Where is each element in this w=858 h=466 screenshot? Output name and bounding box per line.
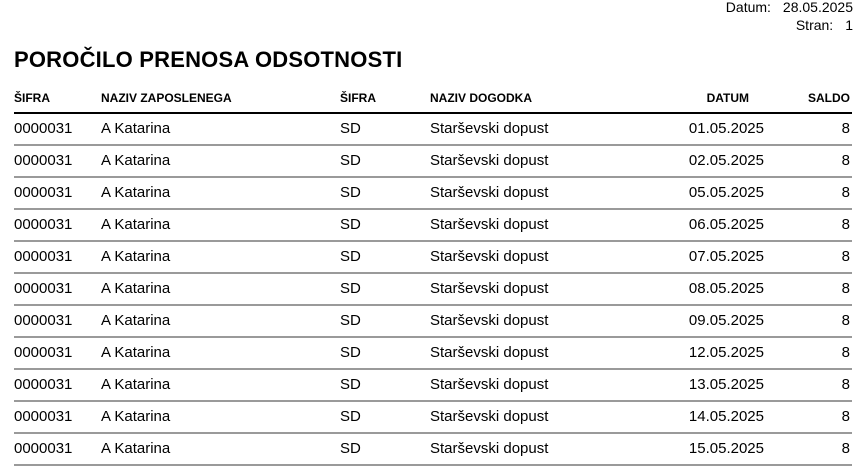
date-cell: 08.05.2025 (688, 280, 764, 297)
employee-code-cell: 0000031 (14, 408, 73, 425)
event-code-cell: SD (340, 312, 361, 329)
employee-name-cell: A Katarina (101, 376, 171, 393)
event-name-cell: Starševski dopust (430, 376, 549, 393)
header-event-code: ŠIFRA (340, 91, 376, 105)
date-cell: 05.05.2025 (688, 184, 764, 201)
event-name-cell: Starševski dopust (430, 184, 549, 201)
employee-name-cell: A Katarina (101, 152, 171, 169)
event-code-cell: SD (340, 216, 361, 233)
employee-name-cell: A Katarina (101, 120, 171, 137)
table-row (14, 434, 852, 466)
header-saldo: SALDO (808, 91, 850, 105)
saldo-cell: 8 (841, 312, 850, 329)
page-meta-row (726, 16, 853, 34)
employee-code-cell: 0000031 (14, 376, 73, 393)
employee-code-cell: 0000031 (14, 280, 73, 297)
table-row (14, 114, 852, 146)
page-label: Stran: (795, 17, 834, 33)
table-row (14, 146, 852, 178)
employee-name-cell: A Katarina (101, 248, 171, 265)
event-code-cell: SD (340, 408, 361, 425)
table-row (14, 210, 852, 242)
event-name-cell: Starševski dopust (430, 344, 549, 361)
event-name-cell: Starševski dopust (430, 280, 549, 297)
date-cell: 07.05.2025 (688, 248, 764, 265)
saldo-cell: 8 (841, 376, 850, 393)
employee-name-cell: A Katarina (101, 184, 171, 201)
employee-name-cell: A Katarina (101, 344, 171, 361)
event-name-cell: Starševski dopust (430, 152, 549, 169)
employee-code-cell: 0000031 (14, 440, 73, 457)
event-name-cell: Starševski dopust (430, 408, 549, 425)
date-cell: 01.05.2025 (688, 120, 764, 137)
report-table (14, 86, 852, 466)
header-code: ŠIFRA (14, 91, 50, 105)
event-code-cell: SD (340, 184, 361, 201)
table-header (14, 86, 852, 114)
date-cell: 13.05.2025 (688, 376, 764, 393)
date-cell: 14.05.2025 (688, 408, 764, 425)
saldo-cell: 8 (841, 248, 850, 265)
event-name-cell: Starševski dopust (430, 120, 549, 137)
saldo-cell: 8 (841, 440, 850, 457)
saldo-cell: 8 (841, 344, 850, 361)
date-cell: 12.05.2025 (688, 344, 764, 361)
saldo-cell: 8 (841, 408, 850, 425)
date-meta-row (726, 0, 853, 16)
date-cell: 09.05.2025 (688, 312, 764, 329)
report-date: 28.05.2025 (782, 0, 853, 15)
employee-code-cell: 0000031 (14, 152, 73, 169)
header-date: DATUM (706, 91, 749, 105)
report-title: POROČILO PRENOSA ODSOTNOSTI (14, 47, 403, 72)
header-event: NAZIV DOGODKA (430, 91, 532, 105)
date-label: Datum: (725, 0, 771, 15)
saldo-cell: 8 (841, 152, 850, 169)
employee-code-cell: 0000031 (14, 184, 73, 201)
saldo-cell: 8 (841, 216, 850, 233)
employee-code-cell: 0000031 (14, 248, 73, 265)
date-cell: 15.05.2025 (688, 440, 764, 457)
report-meta (726, 0, 853, 34)
employee-name-cell: A Katarina (101, 440, 171, 457)
employee-name-cell: A Katarina (101, 216, 171, 233)
employee-name-cell: A Katarina (101, 280, 171, 297)
event-name-cell: Starševski dopust (430, 248, 549, 265)
saldo-cell: 8 (841, 280, 850, 297)
table-row (14, 402, 852, 434)
header-employee: NAZIV ZAPOSLENEGA (101, 91, 232, 105)
employee-name-cell: A Katarina (101, 408, 171, 425)
table-row (14, 306, 852, 338)
table-row (14, 178, 852, 210)
date-cell: 06.05.2025 (688, 216, 764, 233)
event-code-cell: SD (340, 152, 361, 169)
event-name-cell: Starševski dopust (430, 216, 549, 233)
event-code-cell: SD (340, 344, 361, 361)
employee-name-cell: A Katarina (101, 312, 171, 329)
employee-code-cell: 0000031 (14, 344, 73, 361)
date-cell: 02.05.2025 (688, 152, 764, 169)
table-row (14, 370, 852, 402)
event-code-cell: SD (340, 120, 361, 137)
event-code-cell: SD (340, 280, 361, 297)
event-name-cell: Starševski dopust (430, 440, 549, 457)
event-code-cell: SD (340, 376, 361, 393)
event-code-cell: SD (340, 248, 361, 265)
event-name-cell: Starševski dopust (430, 312, 549, 329)
saldo-cell: 8 (841, 120, 850, 137)
event-code-cell: SD (340, 440, 361, 457)
table-row (14, 274, 852, 306)
employee-code-cell: 0000031 (14, 216, 73, 233)
table-body (14, 114, 852, 466)
page-number: 1 (845, 17, 853, 33)
employee-code-cell: 0000031 (14, 120, 73, 137)
employee-code-cell: 0000031 (14, 312, 73, 329)
saldo-cell: 8 (841, 184, 850, 201)
table-row (14, 338, 852, 370)
table-row (14, 242, 852, 274)
